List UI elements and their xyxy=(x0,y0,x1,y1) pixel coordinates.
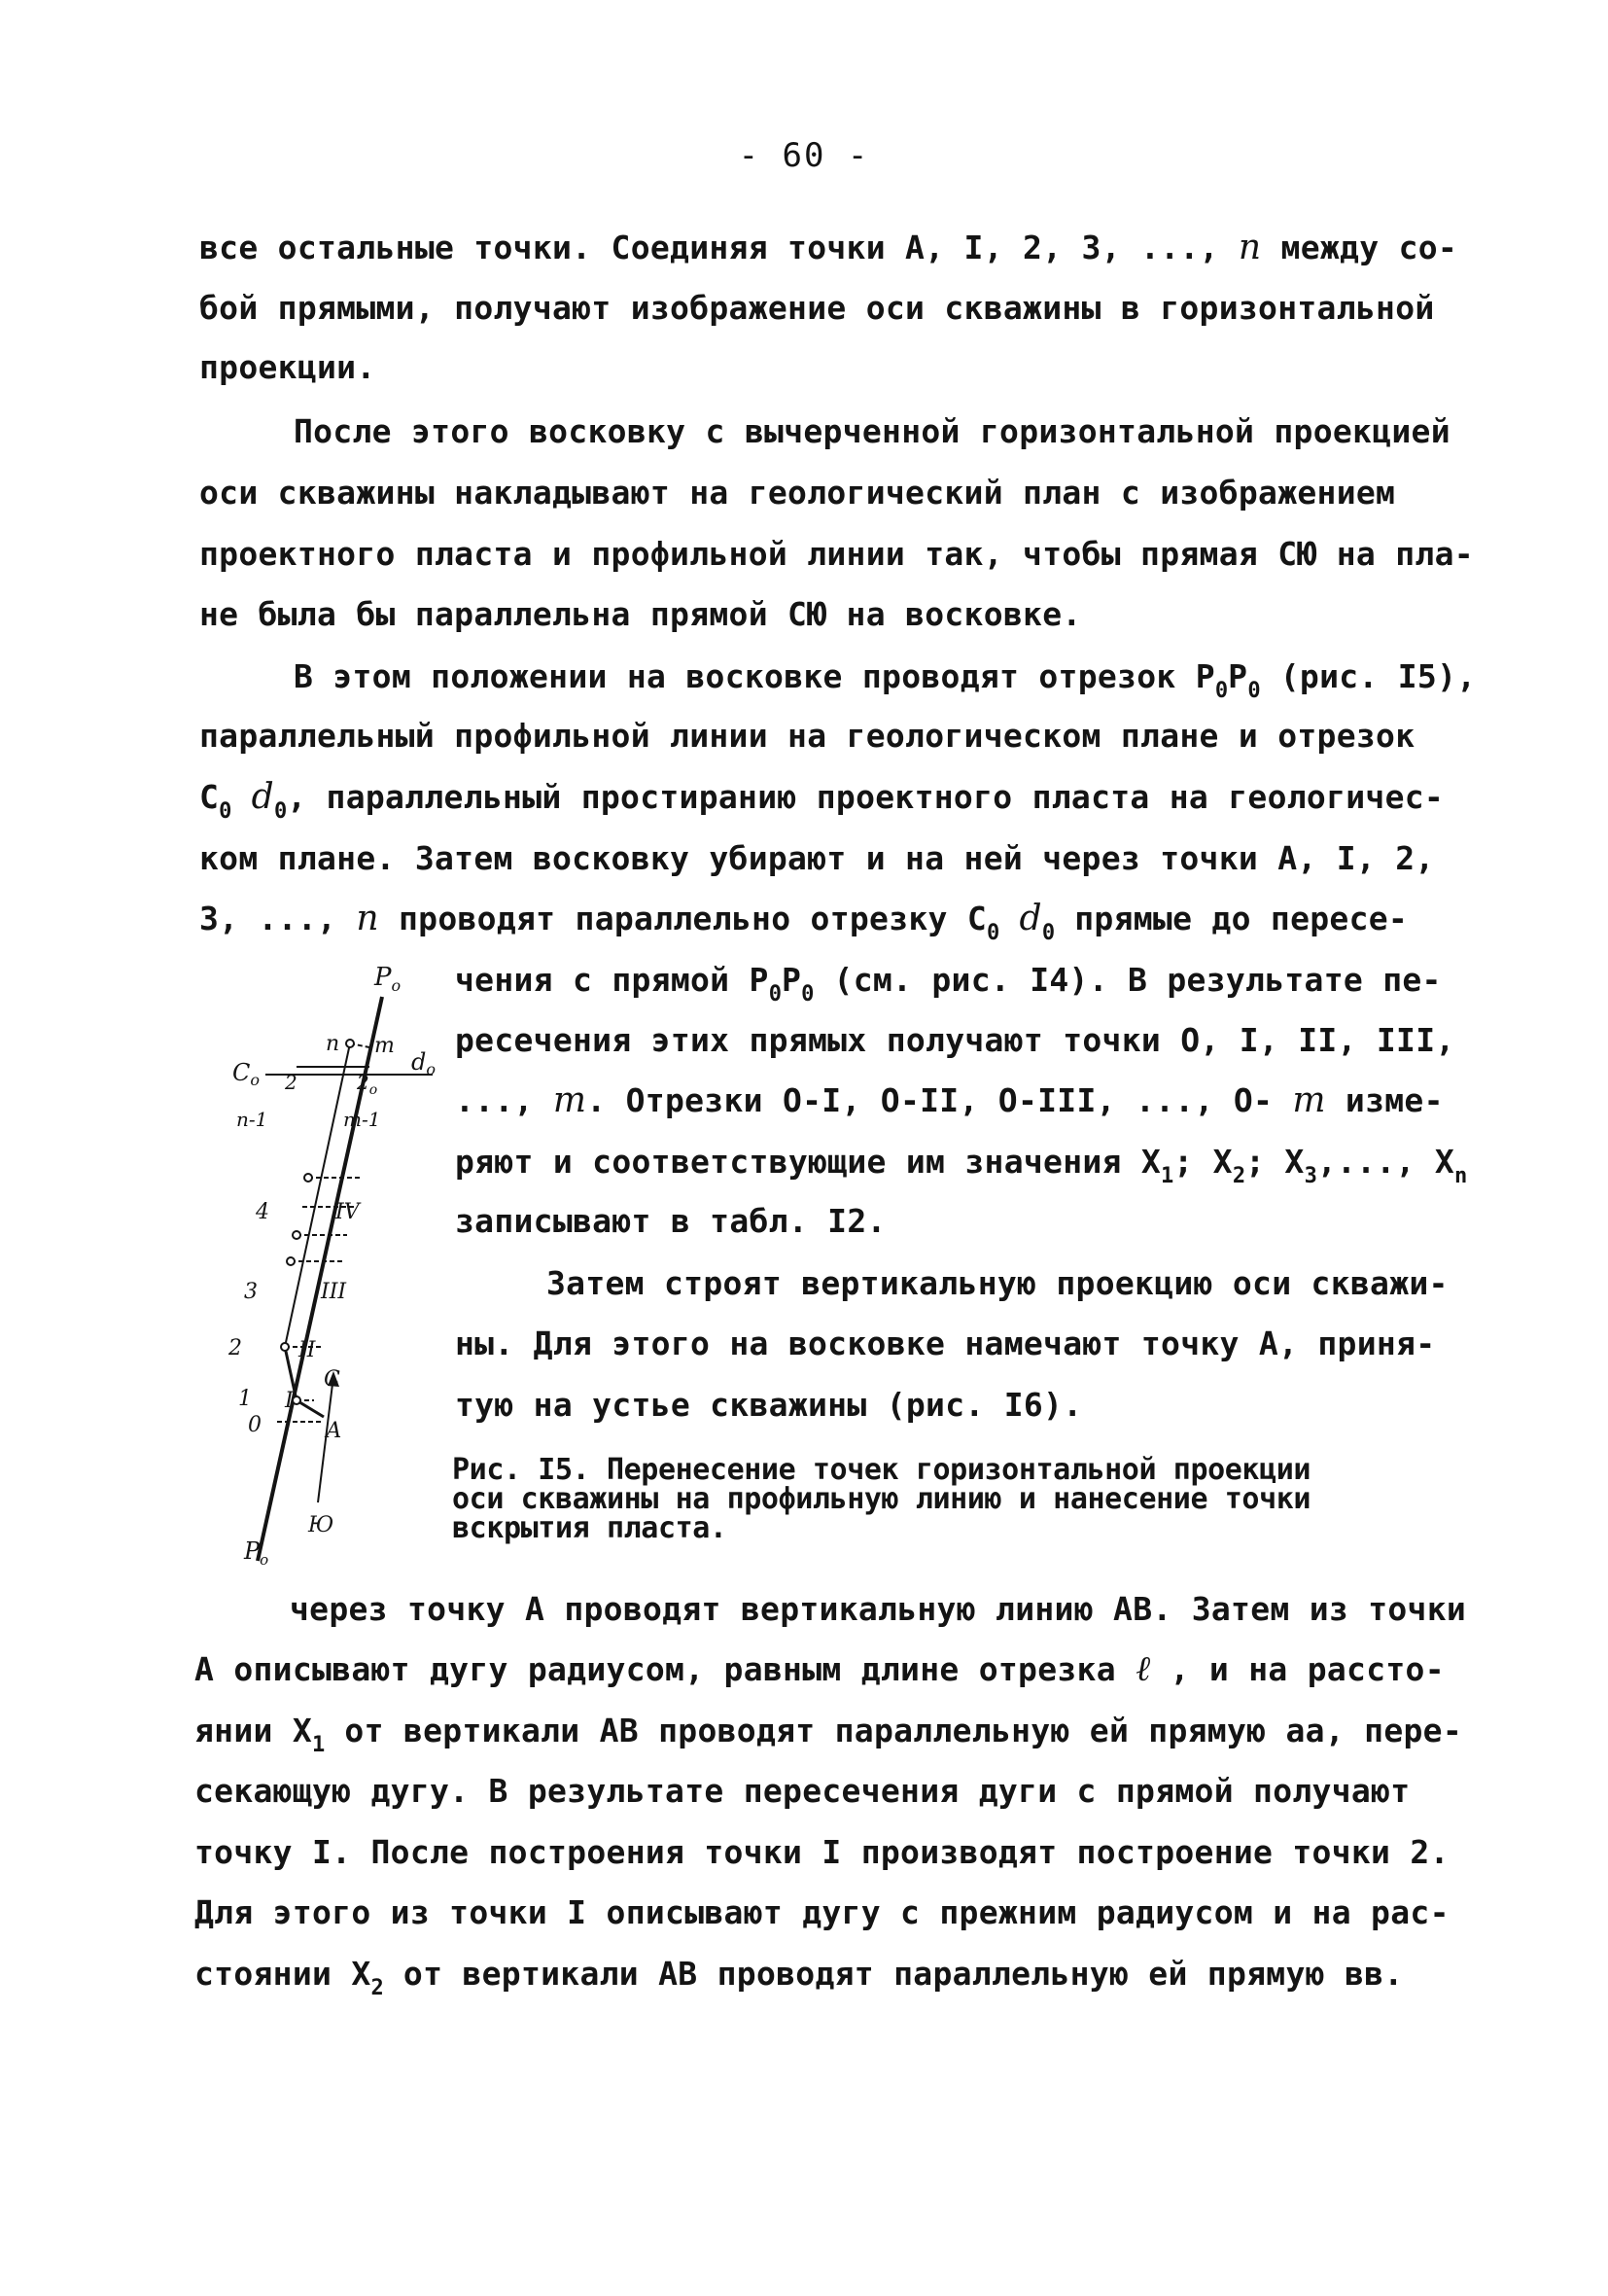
text-line: ряют и соответствующие им значения $X_1$; $X_2$; $X_3$,..., $X_n$ xyxy=(455,1143,1468,1188)
text-line: $С_0$ $d_0$, параллельный простиранию проектного пласта на геологичес- xyxy=(199,777,1445,824)
label-d0: $d_o$ xyxy=(411,1048,437,1078)
text-line: Для этого из точки I описывают дугу с прежним радиусом и на рас- xyxy=(194,1893,1450,1931)
point-marker xyxy=(281,1343,289,1351)
label-p0-bottom: $P_o$ xyxy=(244,1537,269,1569)
text-line: не была бы параллельна прямой СЮ на восковке. xyxy=(199,595,1082,633)
figure-15-drawing xyxy=(228,958,447,1575)
label-2b: 2 xyxy=(228,1336,242,1360)
label-n: n xyxy=(326,1032,340,1056)
point-marker xyxy=(293,1231,300,1239)
text-line: проекции. xyxy=(199,348,376,386)
figure-caption-line: Рис. I5. Перенесение точек горизонтальной проекции xyxy=(452,1453,1311,1487)
label-c: С xyxy=(324,1367,340,1392)
point-marker xyxy=(304,1174,312,1182)
text-line: янии $X_1$ от вертикали АВ проводят параллельную ей прямую аа, пере- xyxy=(194,1712,1462,1757)
point-marker xyxy=(346,1040,354,1047)
text-line: записывают в табл. I2. xyxy=(455,1202,887,1240)
text-line: Затем строят вертикальную проекцию оси скважи- xyxy=(546,1264,1449,1302)
text-line: ком плане. Затем восковку убирают и на ней через точки А, I, 2, xyxy=(199,839,1435,877)
label-m-minus-1: m-1 xyxy=(343,1108,381,1131)
label-4: 4 xyxy=(256,1200,269,1224)
label-2-zero: $2_o$ xyxy=(357,1071,378,1098)
text-line: секающую дугу. В результате пересечения дуги с прямой получают xyxy=(194,1772,1411,1810)
text-line: ресечения этих прямых получают точки О, I, II, III, xyxy=(455,1021,1455,1059)
text-line: 3, ..., n проводят параллельно отрезку $С_0$ $d_0$ прямые до пересе- xyxy=(199,899,1409,945)
text-line: чения с прямой $Р_0Р_0$ (см. рис. I4). В результате пе- xyxy=(455,961,1442,1007)
text-line: бой прямыми, получают изображение оси скважины в горизонтальной xyxy=(199,289,1435,327)
text-line: через точку А проводят вертикальную линию АВ. Затем из точки xyxy=(290,1590,1467,1628)
figure-caption-line: вскрытия пласта. xyxy=(452,1511,727,1545)
label-iv: IV xyxy=(335,1200,360,1224)
text-line: ны. Для этого на восковке намечают точку А, приня- xyxy=(455,1325,1436,1362)
label-3: 3 xyxy=(244,1280,258,1304)
text-line: точку I. После построения точки I производят построение точки 2. xyxy=(194,1833,1450,1871)
figure-caption-line: оси скважины на профильную линию и нанесение точки xyxy=(452,1482,1311,1516)
label-yu: Ю xyxy=(308,1513,334,1537)
text-line: параллельный профильной линии на геологическом плане и отрезок xyxy=(199,717,1416,755)
text-line: ..., m. Отрезки О-I, О-II, О-III, ..., О- m изме- xyxy=(455,1080,1444,1120)
text-line: тую на устье скважины (рис. I6). xyxy=(455,1386,1083,1424)
label-c0: $C_o$ xyxy=(232,1059,261,1089)
figure-svg xyxy=(228,958,447,1575)
label-iii: III xyxy=(321,1280,347,1304)
label-a: А xyxy=(326,1419,342,1443)
label-2: 2 xyxy=(285,1071,297,1094)
text-line: проектного пласта и профильной линии так, чтобы прямая СЮ на пла- xyxy=(199,535,1474,573)
label-1: 1 xyxy=(238,1387,252,1411)
label-m: m xyxy=(374,1034,395,1058)
text-line: оси скважины накладывают на геологический план с изображением xyxy=(199,474,1396,512)
label-ii: II xyxy=(298,1338,316,1362)
text-line: А описывают дугу радиусом, равным длине отрезка ℓ , и на рассто- xyxy=(194,1649,1445,1689)
point-marker xyxy=(293,1396,300,1404)
text-line: стоянии $X_2$ от вертикали АВ проводят параллельную ей прямую вв. xyxy=(194,1955,1404,2000)
text-line: В этом положении на восковке проводят отрезок $Р_0Р_0$ (рис. I5), xyxy=(294,657,1477,703)
label-n-minus-1: n-1 xyxy=(236,1108,268,1131)
label-p0-top: $P_o$ xyxy=(374,963,402,995)
label-0: 0 xyxy=(248,1413,262,1437)
page-number: - 60 - xyxy=(738,136,870,175)
point-marker xyxy=(287,1257,295,1265)
label-i: I xyxy=(285,1389,294,1413)
text-line: все остальные точки. Соединяя точки А, I, 2, 3, ..., n между со- xyxy=(199,228,1458,267)
text-line: После этого восковку с вычерченной горизонтальной проекцией xyxy=(294,412,1451,450)
